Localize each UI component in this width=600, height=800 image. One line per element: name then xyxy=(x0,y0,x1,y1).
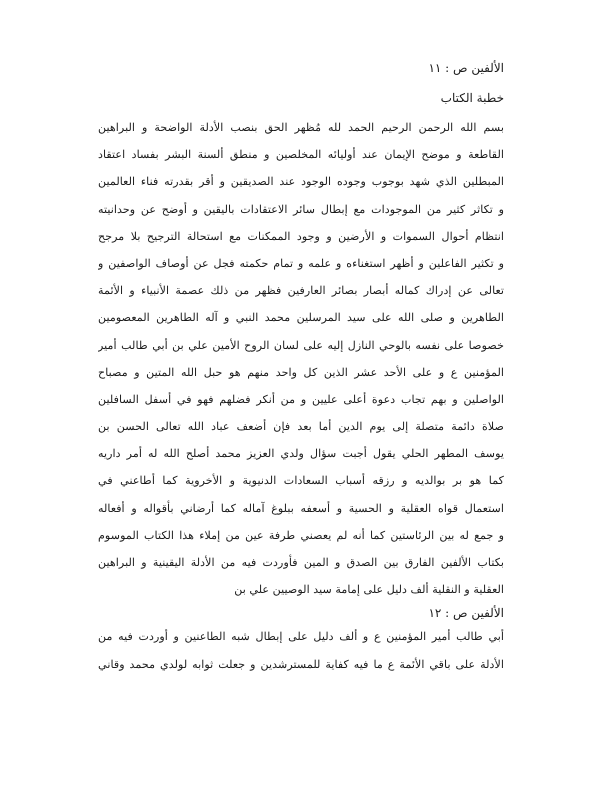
text-line: كما هو بر بوالديه و رزقه أسباب السعادات الدنيوية و الأخروية كما أطاعني في xyxy=(98,474,504,488)
text-line: و تكثير الفاعلين و أظهر استغناءه و علمه و تمام حكمته فجل عن أوصاف الواصفين و xyxy=(98,256,504,270)
text-line: القاطعة و موضح الإيمان عند أوليائه المخلصين و منطق ألسنة البشر بفساد اعتقاد xyxy=(98,148,504,162)
text-line: تعالى عن إدراك كماله أبصار بصائر العارفين فظهر من ذلك عصمة الأنبياء و الأئمة xyxy=(98,284,504,298)
page-reference-top: الألفين ص : ١١ xyxy=(428,61,504,75)
text-line: العقلية و النقلية ألف دليل على إمامة سيد الوصيين علي بن xyxy=(234,583,504,597)
section-heading: خطبة الكتاب xyxy=(440,91,504,105)
text-line: يوسف المطهر الحلي يقول أجبت سؤال ولدي العزيز محمد أصلح الله له أمر داريه xyxy=(98,447,504,461)
text-line: و تكاثر كثير من الموجودات مع إبطال سائر الاعتقادات باليقين و أوضح عن وحدانيته xyxy=(98,202,504,216)
text-line: خصوصا على نفسه بالوحي النازل إليه على لسان الروح الأمين علي بن أبي طالب أمير xyxy=(98,338,504,352)
text-line: الأدلة على باقي الأئمة ع ما فيه كفاية للمسترشدين و جعلت ثوابه لولدي محمد وقاني xyxy=(98,657,504,671)
text-line: استعمال قواه العقلية و الحسية و أسعفه ببلوغ آماله كما أرضاني بأقواله و أفعاله xyxy=(98,501,504,515)
text-line: بكتاب الألفين الفارق بين الصدق و المين فأوردت فيه من الأدلة اليقينية و البراهين xyxy=(98,556,504,569)
text-line: انتظام أحوال السموات و الأرضين و وجود الممكنات مع استحالة الترجيح بلا مرجح xyxy=(98,229,504,243)
text-line: و جمع له بين الرئاستين كما أنه لم يعصني طرفة عين من إملاء هذا الكتاب الموسوم xyxy=(98,528,504,542)
text-line: المبطلين الذي شهد بوجوب وجوده الوجود عند الصديقين و أقر بقدرته فناء العالمين xyxy=(98,175,504,189)
text-line: صلاة دائمة متصلة إلى يوم الدين أما بعد فإن أضعف عباد الله تعالى الحسن بن xyxy=(98,420,504,434)
page-reference-mid: الألفين ص : ١٢ xyxy=(428,606,504,621)
text-line: المؤمنين ع و على الأحد عشر الذين كل واحد منهم هو حبل الله المتين و مصباح xyxy=(98,365,504,379)
text-line: بسم الله الرحمن الرحيم الحمد لله مُظهر الحق بنصب الأدلة الواضحة و البراهين xyxy=(98,121,504,134)
continuation-paragraph xyxy=(98,623,504,677)
text-line: الواصلين و بهم تجاب دعوة أعلى عليين و من أنكر فضلهم فهو في أسفل السافلين xyxy=(98,392,504,406)
text-line: أبي طالب أمير المؤمنين ع و ألف دليل على إبطال شبه الطاعنين و أوردت فيه من xyxy=(98,630,504,644)
text-line: الطاهرين و صلى الله على سيد المرسلين محمد النبي و آله الطاهرين المعصومين xyxy=(98,311,504,325)
body-paragraph xyxy=(98,114,504,603)
